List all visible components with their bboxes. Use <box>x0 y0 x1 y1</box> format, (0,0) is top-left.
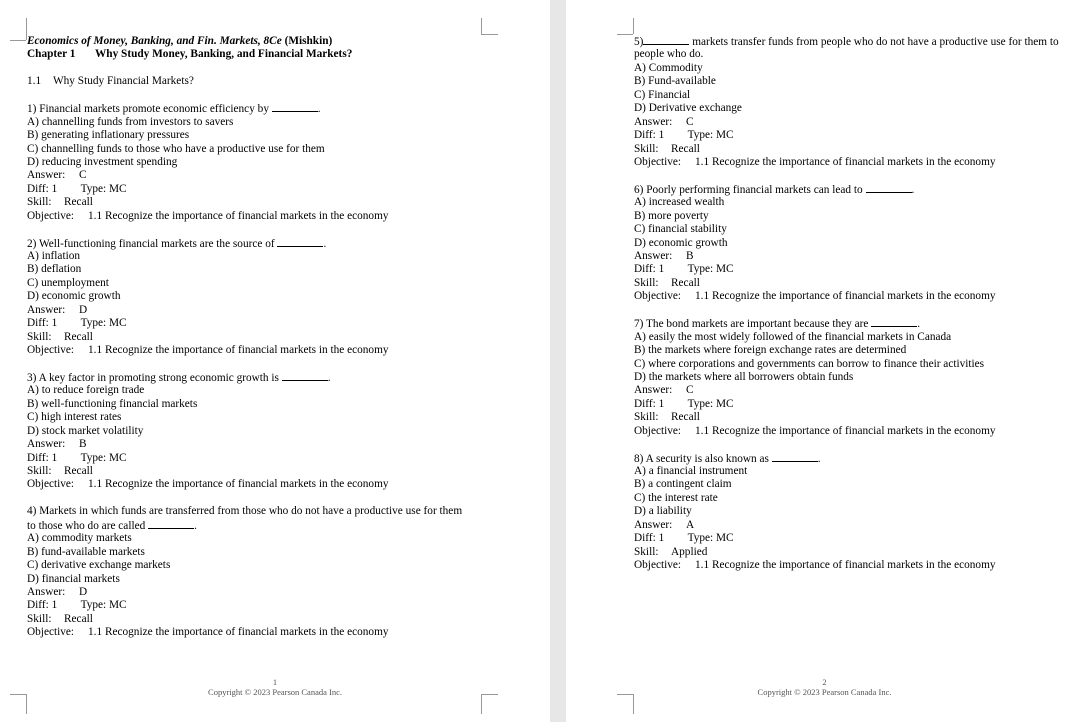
option: B) deflation <box>27 263 82 276</box>
option: D) financial markets <box>27 572 120 585</box>
skill-label: Skill: <box>27 465 52 477</box>
crop-mark <box>481 18 482 34</box>
skill-value: Recall <box>64 465 93 477</box>
question-stem: 4) Markets in which funds are transferred from those who do not have a productive use for them <box>27 505 463 518</box>
type-value: MC <box>108 317 127 330</box>
type-value: MC <box>108 599 127 612</box>
answer-blank <box>272 102 318 112</box>
section-number: 1.1 <box>27 75 42 88</box>
crop-mark <box>26 694 27 714</box>
type-label: Type: <box>80 182 107 195</box>
option: A) easily the most widely followed of the financial markets in Canada <box>634 330 952 343</box>
option: C) unemployment <box>27 276 109 289</box>
question-stem-tail: . <box>917 318 921 331</box>
answer-blank <box>772 452 818 462</box>
type-label: Type: <box>687 129 714 142</box>
diff-value: 1 <box>658 129 665 142</box>
type-label: Type: <box>687 532 714 545</box>
type-value: MC <box>715 129 734 142</box>
book-title: Economics of Money, Banking, and Fin. Markets, 8Ce <box>27 35 282 47</box>
question-stem-tail: . <box>327 371 331 384</box>
answer-blank <box>148 519 194 529</box>
page-number: 1 <box>272 677 278 687</box>
question-stem-tail: . <box>317 103 321 116</box>
skill-label: Skill: <box>27 330 52 343</box>
crop-mark <box>481 34 498 35</box>
diff-label: Diff: <box>634 129 656 142</box>
answer-label: Answer: <box>634 115 673 128</box>
objective-value: 1.1 Recognize the importance of financial markets in the economy <box>695 155 996 168</box>
objective-label: Objective: <box>634 290 682 303</box>
chapter-title: Why Study Money, Banking, and Financial Markets? <box>95 48 353 61</box>
option: D) Derivative exchange <box>634 102 742 115</box>
option: C) high interest rates <box>27 411 122 424</box>
answer-value: B <box>79 438 87 451</box>
objective-value: 1.1 Recognize the importance of financial markets in the economy <box>695 290 996 303</box>
type-label: Type: <box>687 397 714 410</box>
answer-label: Answer: <box>27 438 66 451</box>
skill-value: Recall <box>64 196 93 209</box>
crop-mark <box>617 34 633 35</box>
option: D) economic growth <box>27 290 121 303</box>
answer-label: Answer: <box>27 585 66 598</box>
option: C) Financial <box>634 88 691 101</box>
skill-value: Applied <box>671 545 708 558</box>
diff-label: Diff: <box>27 317 49 330</box>
option: B) the markets where foreign exchange rates are determined <box>634 344 907 357</box>
option: D) the markets where all borrowers obtain funds <box>634 370 854 383</box>
skill-label: Skill: <box>634 411 659 424</box>
diff-value: 1 <box>658 532 665 545</box>
answer-label: Answer: <box>634 250 673 262</box>
section-heading <box>27 75 462 88</box>
option: D) reducing investment spending <box>27 155 178 168</box>
answer-value: D <box>79 585 88 598</box>
answer-value: C <box>686 115 694 128</box>
option: C) derivative exchange markets <box>27 559 171 572</box>
objective-value: 1.1 Recognize the importance of financial markets in the economy <box>88 626 389 639</box>
answer-blank <box>277 237 323 247</box>
objective-label: Objective: <box>27 478 75 491</box>
diff-label: Diff: <box>27 451 49 464</box>
option: C) financial stability <box>634 223 727 236</box>
skill-label: Skill: <box>634 142 659 155</box>
answer-blank <box>643 35 689 45</box>
objective-value: 1.1 Recognize the importance of financial markets in the economy <box>88 344 389 357</box>
option: A) increased wealth <box>634 196 725 209</box>
skill-value: Recall <box>671 276 700 289</box>
option: A) Commodity <box>634 61 703 74</box>
type-label: Type: <box>80 451 107 464</box>
option: A) channelling funds from investors to savers <box>27 115 234 128</box>
type-value: MC <box>715 397 734 410</box>
answer-label: Answer: <box>634 384 673 397</box>
diff-label: Diff: <box>634 532 656 545</box>
answer-label: Answer: <box>634 518 673 531</box>
objective-label: Objective: <box>27 209 75 222</box>
objective-label: Objective: <box>634 559 682 572</box>
diff-value: 1 <box>51 182 58 195</box>
section-title: Why Study Financial Markets? <box>53 75 194 88</box>
question-1 <box>27 102 462 223</box>
question-stem-tail: . <box>911 183 915 196</box>
type-value: MC <box>715 532 734 545</box>
page-footer <box>0 677 550 697</box>
diff-label: Diff: <box>27 599 49 612</box>
skill-label: Skill: <box>27 612 52 625</box>
question-stem-tail: . <box>817 452 821 465</box>
answer-value: A <box>686 518 695 531</box>
objective-value: 1.1 Recognize the importance of financial markets in the economy <box>88 478 389 491</box>
answer-value: C <box>686 384 694 397</box>
answer-value: B <box>686 250 694 262</box>
option: D) economic growth <box>634 236 728 249</box>
answer-value: D <box>79 303 88 316</box>
document-page-2 <box>566 0 1083 722</box>
objective-label: Objective: <box>27 344 75 357</box>
skill-value: Recall <box>671 142 700 155</box>
option: C) the interest rate <box>634 491 718 504</box>
question-stem: 3) A key factor in promoting strong economic growth is <box>27 371 279 384</box>
answer-blank <box>871 317 917 327</box>
crop-mark <box>633 18 634 34</box>
diff-value: 1 <box>51 451 58 464</box>
answer-label: Answer: <box>27 169 66 182</box>
option: B) generating inflationary pressures <box>27 129 190 142</box>
skill-value: Recall <box>64 330 93 343</box>
question-stem-tail: markets transfer funds from people who do not have a productive use for them to <box>692 36 1059 48</box>
crop-mark <box>633 694 634 714</box>
option: B) fund-available markets <box>27 545 145 558</box>
question-stem: 8) A security is also known as <box>634 452 769 465</box>
question-7 <box>634 317 1059 438</box>
diff-label: Diff: <box>634 263 656 276</box>
diff-label: Diff: <box>634 397 656 410</box>
option: A) to reduce foreign trade <box>27 384 145 397</box>
diff-value: 1 <box>51 599 58 612</box>
diff-value: 1 <box>51 317 58 330</box>
objective-label: Objective: <box>27 626 75 639</box>
option: A) a financial instrument <box>634 465 748 477</box>
option: B) more poverty <box>634 209 709 222</box>
answer-blank <box>282 371 328 381</box>
type-value: MC <box>108 451 127 464</box>
question-8 <box>634 452 1059 573</box>
question-5 <box>634 35 1059 169</box>
copyright-notice: Copyright © 2023 Pearson Canada Inc. <box>208 687 342 697</box>
type-label: Type: <box>80 317 107 330</box>
question-2 <box>27 237 462 358</box>
skill-value: Recall <box>671 411 700 424</box>
answer-label: Answer: <box>27 303 66 316</box>
option: A) commodity markets <box>27 532 132 545</box>
question-stem-tail: . <box>323 237 327 250</box>
question-stem-line2: people who do. <box>634 48 704 61</box>
page-2-content <box>634 35 1059 573</box>
question-stem: 1) Financial markets promote economic efficiency by <box>27 103 269 116</box>
objective-value: 1.1 Recognize the importance of financial markets in the economy <box>695 424 996 437</box>
option: B) well-functioning financial markets <box>27 397 198 410</box>
page-1-content <box>27 35 462 640</box>
option: B) Fund-available <box>634 75 716 88</box>
book-title-line <box>27 35 462 48</box>
option: D) stock market volatility <box>27 424 144 437</box>
page-footer <box>566 677 1083 697</box>
skill-value: Recall <box>64 612 93 625</box>
chapter-label: Chapter 1 <box>27 48 76 61</box>
question-stem-tail: . <box>194 519 197 532</box>
question-3 <box>27 371 462 492</box>
option: C) channelling funds to those who have a productive use for them <box>27 142 325 155</box>
option: A) inflation <box>27 250 81 262</box>
answer-blank <box>866 183 912 193</box>
skill-label: Skill: <box>634 545 659 558</box>
question-stem: 7) The bond markets are important because they are <box>634 318 869 331</box>
diff-value: 1 <box>658 263 665 276</box>
question-stem: 6) Poorly performing financial markets can lead to <box>634 183 863 196</box>
type-value: MC <box>108 182 127 195</box>
objective-label: Objective: <box>634 424 682 437</box>
option: D) a liability <box>634 505 692 518</box>
copyright-notice: Copyright © 2023 Pearson Canada Inc. <box>757 687 892 697</box>
type-label: Type: <box>687 263 714 276</box>
question-stem-line2: to those who do are called <box>27 519 146 532</box>
objective-value: 1.1 Recognize the importance of financial markets in the economy <box>695 559 996 572</box>
crop-mark <box>10 40 26 41</box>
diff-value: 1 <box>658 397 665 410</box>
chapter-heading <box>27 48 462 61</box>
book-author: (Mishkin) <box>284 35 333 47</box>
question-stem: 5) <box>634 36 644 48</box>
option: B) a contingent claim <box>634 478 732 491</box>
page-number: 2 <box>822 677 827 687</box>
objective-label: Objective: <box>634 155 682 168</box>
option: C) where corporations and governments can borrow to finance their activities <box>634 357 985 370</box>
skill-label: Skill: <box>634 276 659 289</box>
type-label: Type: <box>80 599 107 612</box>
type-value: MC <box>715 263 734 276</box>
answer-value: C <box>79 169 87 182</box>
diff-label: Diff: <box>27 182 49 195</box>
question-6 <box>634 183 1059 304</box>
objective-value: 1.1 Recognize the importance of financial markets in the economy <box>88 209 389 222</box>
crop-mark <box>481 694 482 714</box>
question-4 <box>27 505 462 639</box>
skill-label: Skill: <box>27 196 52 209</box>
question-stem: 2) Well-functioning financial markets are the source of <box>27 237 275 250</box>
